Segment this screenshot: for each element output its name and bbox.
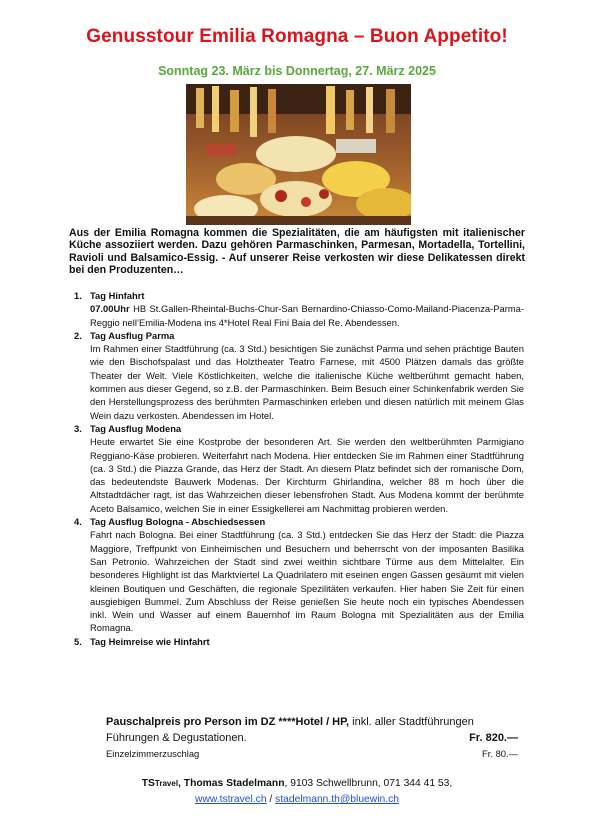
email-link[interactable]: stadelmann.th@bluewin.ch	[275, 794, 399, 805]
day-number: 2.	[74, 329, 82, 341]
day-description: Heute erwartet Sie eine Kostprobe der besonderen Art. Sie werden den weltberühmten Parmigiano Reggiano-Käse probieren. Weiterfahrt nach Modena. Hier entdecken Sie im Rahmen einer Stadtführung (ca. 3 Std.) die Piazza Grande, das Herz der Stadt. An diesem Platz befindet sich der romanische Dom, das bedeutendste Bauwerk Modenas. Der Kirchturm Ghirlandina, welcher 88 m hoch über die Altstadtdächer ragt, ist das Wahrzeichen dieser lebensfrohen Stadt. Aus Modena kommt der berühmte Aceto Balsamico, welchen Sie in einer Essigkellerei am Nachmittag probieren werden.	[90, 436, 524, 514]
price-row	[106, 730, 518, 746]
contact-address: , 9103 Schwellbrunn, 071 344 41 53,	[284, 778, 453, 789]
itinerary-day	[74, 422, 524, 515]
single-supplement-row	[106, 746, 518, 762]
company-line	[0, 776, 594, 792]
day-heading: Tag Heimreise wie Hinfahrt	[90, 635, 210, 647]
intro-paragraph	[69, 227, 525, 277]
day-heading: Tag Ausflug Bologna - Abschiedsessen	[90, 516, 266, 528]
food-market-image	[186, 84, 411, 225]
intro-text-2: - Auf unserer Reise verkosten wir diese Delikatessen direkt bei den Produzenten…	[69, 251, 526, 277]
itinerary-day	[74, 515, 524, 635]
day-heading: Tag Hinfahrt	[90, 290, 145, 301]
date-subtitle: Sonntag 23. März bis Donnertag, 27. März 2025	[158, 64, 436, 78]
website-link[interactable]: www.tstravel.ch	[195, 794, 267, 805]
brand-name: TS	[141, 778, 155, 789]
intro-highlight: Parmaschinken, Parmesan, Mortadella, Tortellini, Ravioli und Balsamico-Essig.	[69, 239, 525, 264]
day-number: 5.	[74, 635, 82, 647]
day-description	[90, 302, 524, 329]
single-supplement-amount: Fr. 80.—	[482, 748, 518, 759]
itinerary-day	[74, 635, 524, 648]
price-label: Pauschalpreis pro Person im DZ ****Hotel / HP,	[106, 716, 350, 728]
page-title: Genusstour Emilia Romagna – Buon Appetito!	[86, 26, 508, 47]
day-number: 3.	[74, 422, 82, 434]
price-amount: Fr. 820.—	[469, 732, 518, 744]
day-heading: Tag Ausflug Parma	[90, 329, 175, 341]
departure-time: 07.00Uhr	[90, 303, 130, 315]
market-photo	[186, 84, 411, 225]
day-description-text: HB St.Gallen-Rheintal-Buchs-Chur-San Bernardino-Chiasso-Como-Mailand-Piacenza-Parma-Reggio nell’Emilia-Modena ins 4*Hotel Real Fini Baia del Re. Abendessen.	[90, 303, 524, 328]
day-description: Fahrt nach Bologna. Bei einer Stadtführung (ca. 3 Std.) entdecken Sie das Herz der Stadt: die Piazza Maggiore, Treffpunkt von Einheimischen und Besuchern und beherrscht von der imposanten Basilika San Petronio. Wahrzeichen der Stadt sind zwei weithin sichtbare Türme aus dem Mittelalter. Ein besonderes Highlight ist das Marktviertel La Quadrilatero mit eseinen engen Gassen gesäumt mit vielen kleinen Boutiquen und Geschäften, die regionale Spezilitäten verkaufen. Hier haben Sie Zeit für einen ausgiebigen Bummel. Zum Abschluss der Reise genießen Sie heute noch ein typisches Abendessen inkl. Wein und Wasser auf einem Bauernhof im Raum Bologna mit Spezialitäten aus der Emilia Romagna.	[90, 529, 524, 634]
itinerary-day	[74, 289, 524, 329]
single-supplement-label: Einzelzimmerzuschlag	[106, 748, 200, 759]
contact-name: , Thomas Stadelmann	[178, 778, 285, 789]
price-included: Führungen & Degustationen.	[106, 732, 247, 744]
brand-suffix: Travel	[154, 779, 179, 788]
price-label-rest: inkl. aller Stadtführungen	[349, 716, 474, 728]
links-line	[0, 792, 594, 808]
day-heading: Tag Ausflug Modena	[90, 422, 182, 434]
price-line	[106, 714, 518, 730]
itinerary-list	[74, 289, 524, 648]
day-number: 1.	[74, 290, 82, 301]
day-number: 4.	[74, 516, 82, 528]
day-description: Im Rahmen einer Stadtführung (ca. 3 Std.) besichtigen Sie zunächst Parma und sehen prächtige Bauten wie den Bischofspalast und das Holztheater Teatro Farnese, mit 4500 Plätzen damals das größte Theater der Welt. Viele Köstlichkeiten, welche die italienische Küche weltberühmt gemacht haben, kommen aus dieser Gegend, so z.B. der Parmaschinken. Beim Besuch einer Schinkenfabrik werden Sie den Herstellungsprozess des berühmten Parmaschinken erleben und diesen natürlich mit meinem Glas Wein dazu verkosten. Abendessen im Hotel.	[90, 343, 524, 421]
footer	[0, 776, 594, 808]
itinerary-day	[74, 329, 524, 422]
intro-text-1: Aus der Emilia Romagna kommen die Spezialitäten, die am häufigsten mit italienischer Küche assoziiert werden. Dazu gehören	[69, 227, 525, 252]
price-section	[106, 714, 518, 762]
link-separator: /	[269, 794, 273, 805]
